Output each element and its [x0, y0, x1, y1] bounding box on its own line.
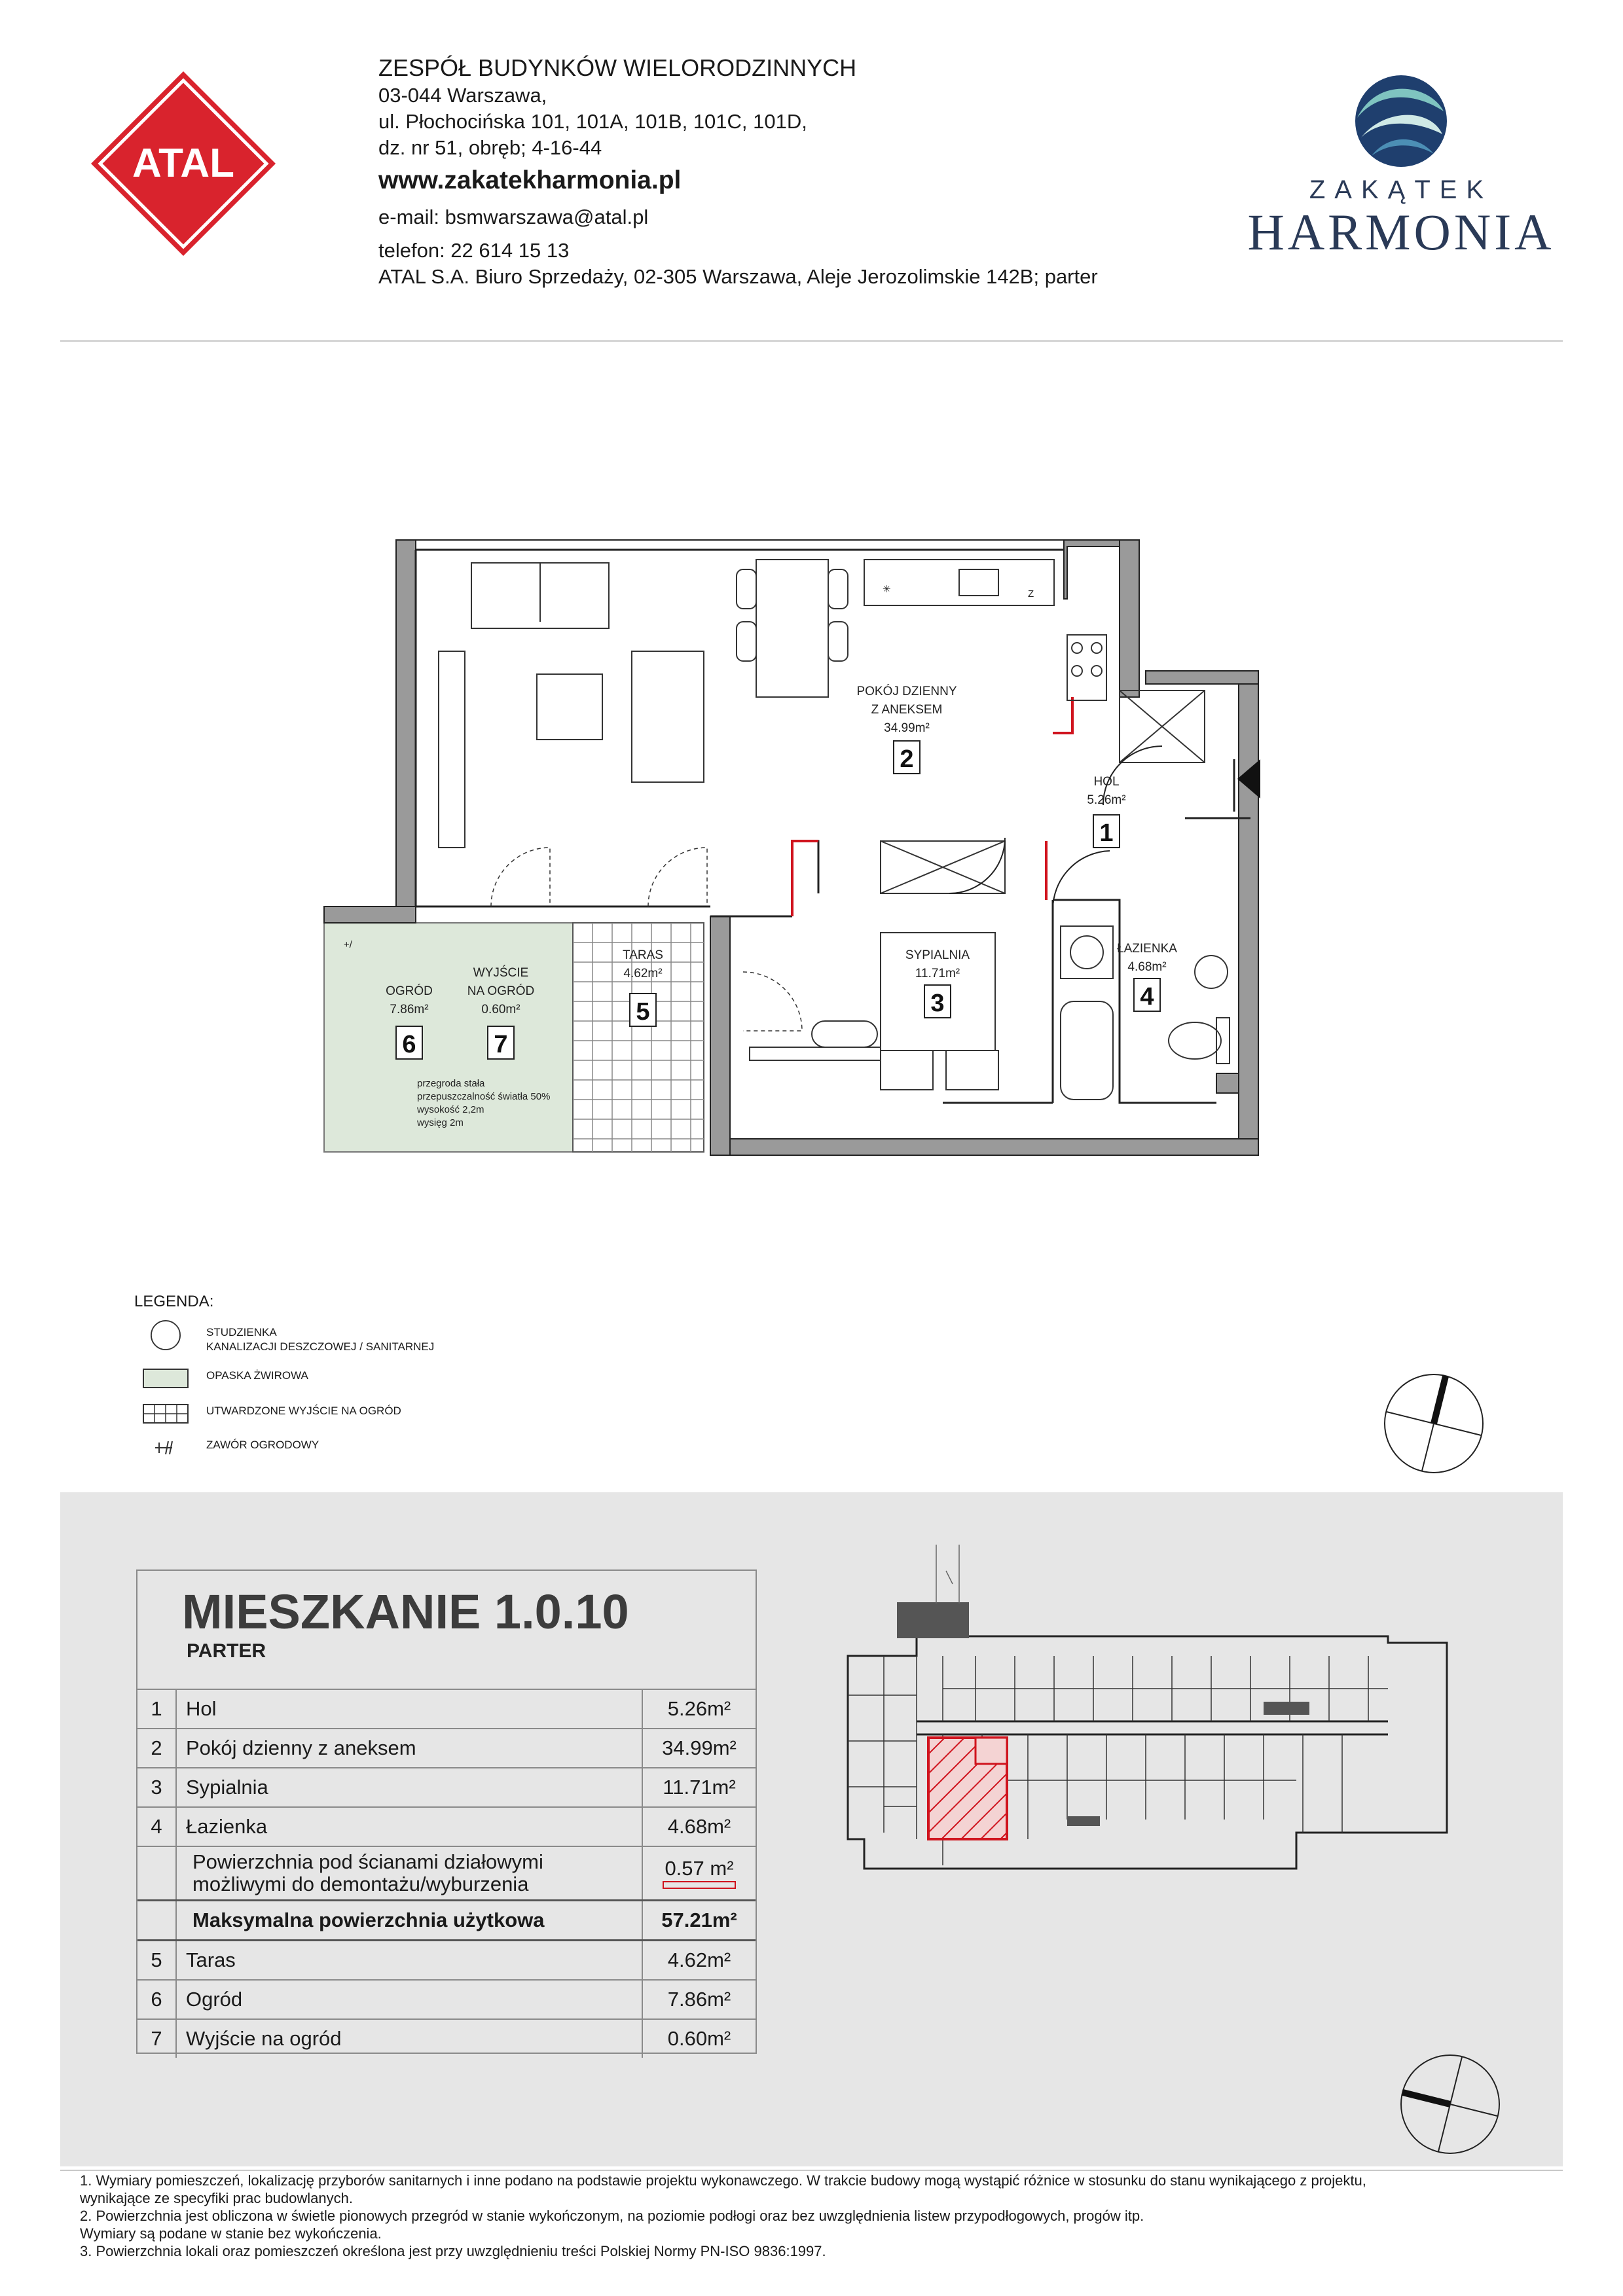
svg-text:WYJŚCIE: WYJŚCIE	[473, 966, 529, 980]
email-link[interactable]: e-mail: bsmwarszawa@atal.pl	[378, 206, 649, 228]
svg-text:0.60m²: 0.60m²	[481, 1003, 520, 1016]
svg-text:4.62m²: 4.62m²	[623, 967, 663, 980]
brand-globe-icon	[1352, 72, 1450, 170]
legend-item-gravel: OPASKA ŻWIROWA	[134, 1363, 658, 1396]
website-link[interactable]: www.zakatekharmonia.pl	[378, 166, 682, 194]
svg-text:Z ANEKSEM: Z ANEKSEM	[871, 703, 943, 717]
address-line-3: dz. nr 51, obręb; 4-16-44	[378, 136, 602, 159]
footnote-2b: Wymiary są podane w stanie bez wykończenia.	[80, 2225, 382, 2242]
compass-icon	[1381, 1371, 1486, 1476]
svg-text:5.26m²: 5.26m²	[1087, 793, 1126, 807]
floor-plan	[314, 524, 1270, 1172]
svg-text:7: 7	[494, 1031, 508, 1058]
gravel-strip-icon	[139, 1363, 192, 1393]
legend-item-manhole: STUDZIENKA KANALIZACJI DESZCZOWEJ / SANITARNEJ	[134, 1320, 658, 1353]
total-area-row: Maksymalna powierzchnia użytkowa 57.21m²	[137, 1901, 756, 1941]
legend	[134, 1293, 658, 1463]
svg-text:1: 1	[1099, 819, 1114, 847]
unit-title: MIESZKANIE 1.0.10	[182, 1585, 629, 1639]
svg-text:wysokość 2,2m: wysokość 2,2m	[417, 1104, 484, 1115]
paved-exit-icon	[139, 1399, 192, 1429]
table-row: 5 Taras 4.62m²	[137, 1941, 756, 1981]
table-row: 7 Wyjście na ogród 0.60m²	[137, 2019, 756, 2058]
svg-text:przegroda stała: przegroda stała	[417, 1078, 485, 1089]
footnote-3: 3. Powierzchnia lokali oraz pomieszczeń określona jest przy uwzględnieniu treści Polskiej Normy PN-ISO 9836:1997.	[80, 2243, 826, 2259]
footer-divider	[60, 2170, 1563, 2171]
address-line-1: 03-044 Warszawa,	[378, 84, 547, 107]
removable-walls-area: 0.57 m²	[665, 1857, 734, 1880]
fridge-mark: Z	[1028, 588, 1034, 600]
svg-text:2: 2	[900, 745, 914, 773]
highlighted-unit	[928, 1738, 1007, 1839]
compass-icon	[1398, 2052, 1503, 2157]
table-row: 2 Pokój dzienny z aneksem 34.99m²	[137, 1729, 756, 1768]
removable-walls-swatch	[663, 1881, 736, 1889]
svg-text:6: 6	[402, 1031, 416, 1058]
sales-office-address: ATAL S.A. Biuro Sprzedaży, 02-305 Warszawa, Aleje Jerozolimskie 142B; parter	[378, 265, 1098, 288]
svg-text:wysięg 2m: wysięg 2m	[417, 1117, 464, 1128]
room-2-label	[856, 684, 957, 774]
footnotes	[80, 2172, 1559, 2260]
legend-item-garden-valve: ZAWÓR OGRODOWY	[134, 1433, 658, 1465]
brand-name-line1: ZAKĄTEK	[1309, 175, 1493, 204]
unit-card	[136, 1570, 757, 2054]
brand-logo	[1244, 65, 1558, 262]
svg-text:TARAS: TARAS	[623, 948, 663, 962]
manhole-icon	[139, 1320, 192, 1350]
svg-text:HOL: HOL	[1093, 775, 1120, 789]
atal-logo-text: ATAL	[132, 141, 235, 186]
address-line-2: ul. Płochocińska 101, 101A, 101B, 101C, 101D,	[378, 110, 807, 133]
svg-text:3: 3	[930, 990, 945, 1017]
header-divider	[60, 340, 1563, 342]
legend-item-paved-exit: UTWARDZONE WYJŚCIE NA OGRÓD	[134, 1399, 658, 1431]
svg-text:7.86m²: 7.86m²	[390, 1003, 429, 1016]
legend-title: LEGENDA:	[134, 1293, 214, 1310]
table-row: 6 Ogród 7.86m²	[137, 1980, 756, 2019]
garden-valve-icon: +/	[344, 939, 352, 950]
table-row: 3 Sypialnia 11.71m²	[137, 1768, 756, 1807]
removable-walls-row: Powierzchnia pod ścianami działowymi możliwymi do demontażu/wyburzenia 0.57 m²	[137, 1846, 756, 1901]
footnote-1b: wynikające ze specyfiki prac budowlanych.	[80, 2190, 353, 2206]
svg-text:4: 4	[1140, 983, 1154, 1011]
svg-text:SYPIALNIA: SYPIALNIA	[905, 948, 970, 962]
svg-text:przepuszczalność światła 50%: przepuszczalność światła 50%	[417, 1091, 551, 1102]
footnote-2a: 2. Powierzchnia jest obliczona w świetle pionowych przegród w stanie wykończonym, na poziomie podłogi oraz bez uwzględnienia listew przypodłogowych, progów itp.	[80, 2208, 1144, 2224]
room-1-label	[1087, 775, 1125, 848]
rooms-table	[137, 1689, 756, 2058]
brand-name-line2: HARMONIA	[1247, 204, 1555, 260]
table-row: 1 Hol 5.26m²	[137, 1689, 756, 1729]
table-row: 4 Łazienka 4.68m²	[137, 1807, 756, 1846]
svg-text:5: 5	[636, 998, 650, 1026]
footnote-1a: 1. Wymiary pomieszczeń, lokalizację przyborów sanitarnych i inne podano na podstawie projektu wykonawczego. W trakcie budowy mogą wystąpić różnice w stosunku do stanu wynikającego z projektu,	[80, 2172, 1366, 2189]
development-title: ZESPÓŁ BUDYNKÓW WIELORODZINNYCH	[378, 54, 857, 81]
doors	[949, 746, 1162, 910]
svg-text:NA OGRÓD: NA OGRÓD	[467, 984, 535, 998]
removable-walls	[792, 697, 1072, 916]
room-3-label	[905, 948, 970, 1018]
svg-text:POKÓJ DZIENNY: POKÓJ DZIENNY	[856, 685, 957, 698]
atal-logo	[88, 69, 278, 259]
svg-text:34.99m²: 34.99m²	[884, 721, 930, 735]
garden-valve-icon	[139, 1433, 192, 1463]
svg-text:11.71m²: 11.71m²	[915, 967, 960, 980]
svg-text:ŁAZIENKA: ŁAZIENKA	[1117, 942, 1177, 956]
extractor-icon: ✳	[883, 584, 891, 595]
unit-floor: PARTER	[187, 1640, 266, 1662]
svg-text:OGRÓD: OGRÓD	[386, 984, 433, 998]
phone-number: telefon: 22 614 15 13	[378, 239, 570, 262]
svg-text:4.68m²: 4.68m²	[1127, 960, 1167, 974]
building-key-plan	[845, 1545, 1473, 1990]
